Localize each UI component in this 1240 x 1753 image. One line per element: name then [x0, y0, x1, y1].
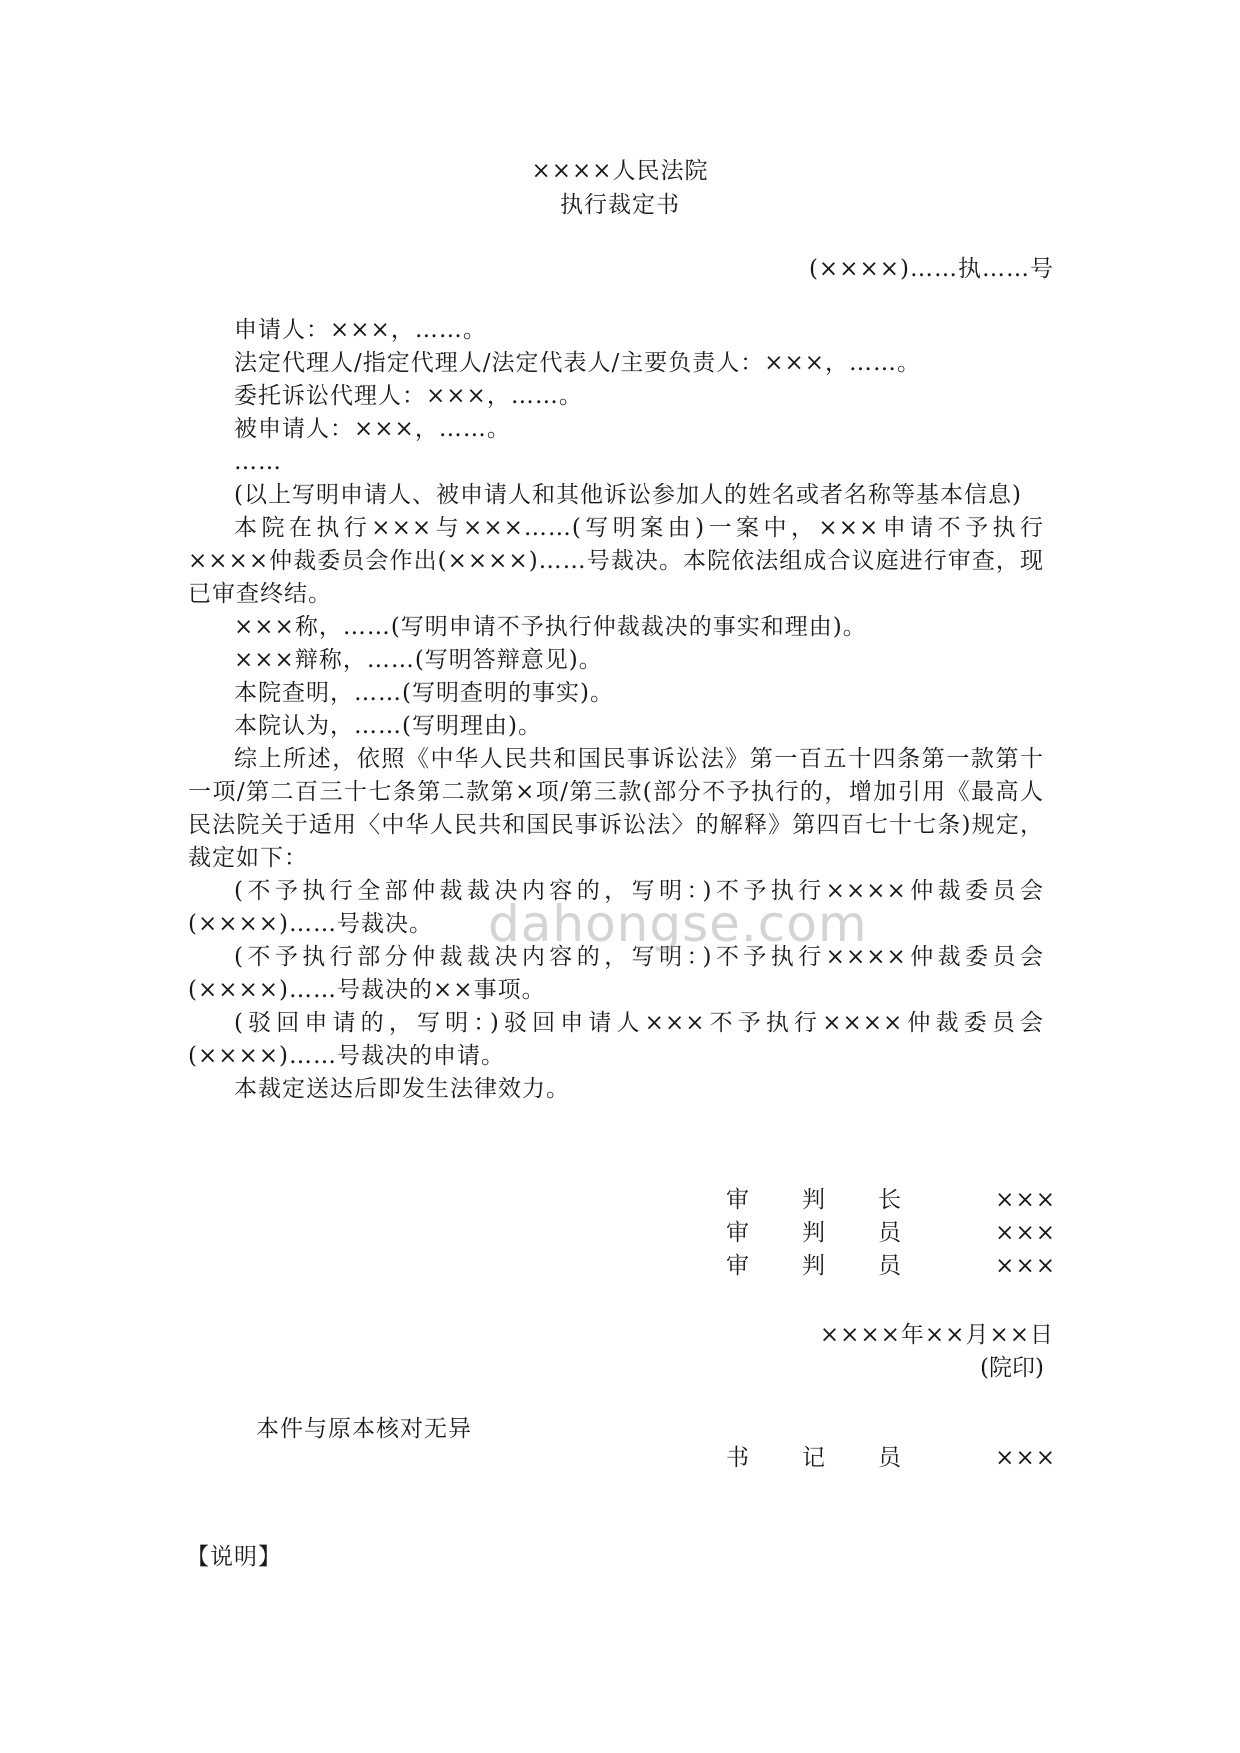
paragraph-legal-representative: 法定代理人/指定代理人/法定代表人/主要负责人：×××，……。	[234, 350, 922, 376]
paragraph-defense: ×××辩称，……(写明答辩意见)。	[234, 647, 603, 673]
paragraph-claim: ×××称，……(写明申请不予执行仲裁裁决的事实和理由)。	[234, 614, 867, 640]
court-name: ××××人民法院	[531, 158, 709, 184]
signature-name: ×××	[995, 1445, 1056, 1471]
signature-name: ×××	[995, 1253, 1056, 1279]
signature-row-judge	[726, 1217, 1056, 1250]
paragraph-findings: 本院查明，……(写明查明的事实)。	[234, 680, 614, 706]
signature-name: ×××	[995, 1220, 1056, 1246]
clerk-signature	[726, 1442, 1056, 1475]
court-seal-note: (院印)	[980, 1355, 1044, 1381]
paragraph-respondent: 被申请人：×××，……。	[234, 416, 511, 442]
signature-role: 审 判 长	[726, 1187, 902, 1213]
paragraph-legal-basis: 综上所述，依照《中华人民共和国民事诉讼法》第一百五十四条第一款第十一项/第二百三十七条第二款第×项/第三款(部分不予执行的，增加引用《最高人民法院关于适用〈中华人民共和国民事诉讼法〉的解释》第四百七十七条)规定，裁定如下：	[188, 746, 1044, 871]
case-number: (××××)……执……号	[808, 256, 1054, 282]
signature-row-presiding-judge	[726, 1184, 1056, 1217]
judge-signatures	[726, 1184, 1056, 1283]
paragraph-case-intro: 本院在执行×××与×××……(写明案由)一案中，×××申请不予执行××××仲裁委员会作出(××××)……号裁决。本院依法组成合议庭进行审查，现已审查终结。	[188, 515, 1044, 607]
explanation-heading: 【说明】	[186, 1544, 282, 1570]
paragraph-ruling-dismiss: (驳回申请的，写明：)驳回申请人×××不予执行××××仲裁委员会(××××)……号裁决的申请。	[188, 1010, 1044, 1069]
paragraph-ruling-partial: (不予执行部分仲裁裁决内容的，写明：)不予执行××××仲裁委员会(××××)……号裁决的××事项。	[188, 944, 1044, 1003]
paragraph-litigation-agent: 委托诉讼代理人：×××，……。	[234, 383, 583, 409]
paragraph-effect: 本裁定送达后即发生法律效力。	[234, 1076, 570, 1102]
ruling-date: ××××年××月××日	[819, 1322, 1054, 1348]
signature-row-judge	[726, 1250, 1056, 1283]
document-body	[188, 314, 1044, 1106]
paragraph-party-note: (以上写明申请人、被申请人和其他诉讼参加人的姓名或者名称等基本信息)	[234, 482, 1022, 508]
watermark: dahongse.com	[488, 895, 868, 953]
paragraph-ruling-full: (不予执行全部仲裁裁决内容的，写明：)不予执行××××仲裁委员会(××××)……号裁决。	[188, 878, 1044, 937]
verification-note: 本件与原本核对无异	[256, 1416, 472, 1442]
signature-row-clerk	[726, 1442, 1056, 1475]
signature-role: 审 判 员	[726, 1253, 902, 1279]
signature-role: 审 判 员	[726, 1220, 902, 1246]
paragraph-ellipsis: ……	[234, 449, 282, 475]
document-title: 执行裁定书	[560, 192, 680, 218]
paragraph-reasoning: 本院认为，……(写明理由)。	[234, 713, 542, 739]
signature-role: 书 记 员	[726, 1445, 902, 1471]
signature-name: ×××	[995, 1187, 1056, 1213]
paragraph-applicant: 申请人：×××，……。	[234, 317, 487, 343]
